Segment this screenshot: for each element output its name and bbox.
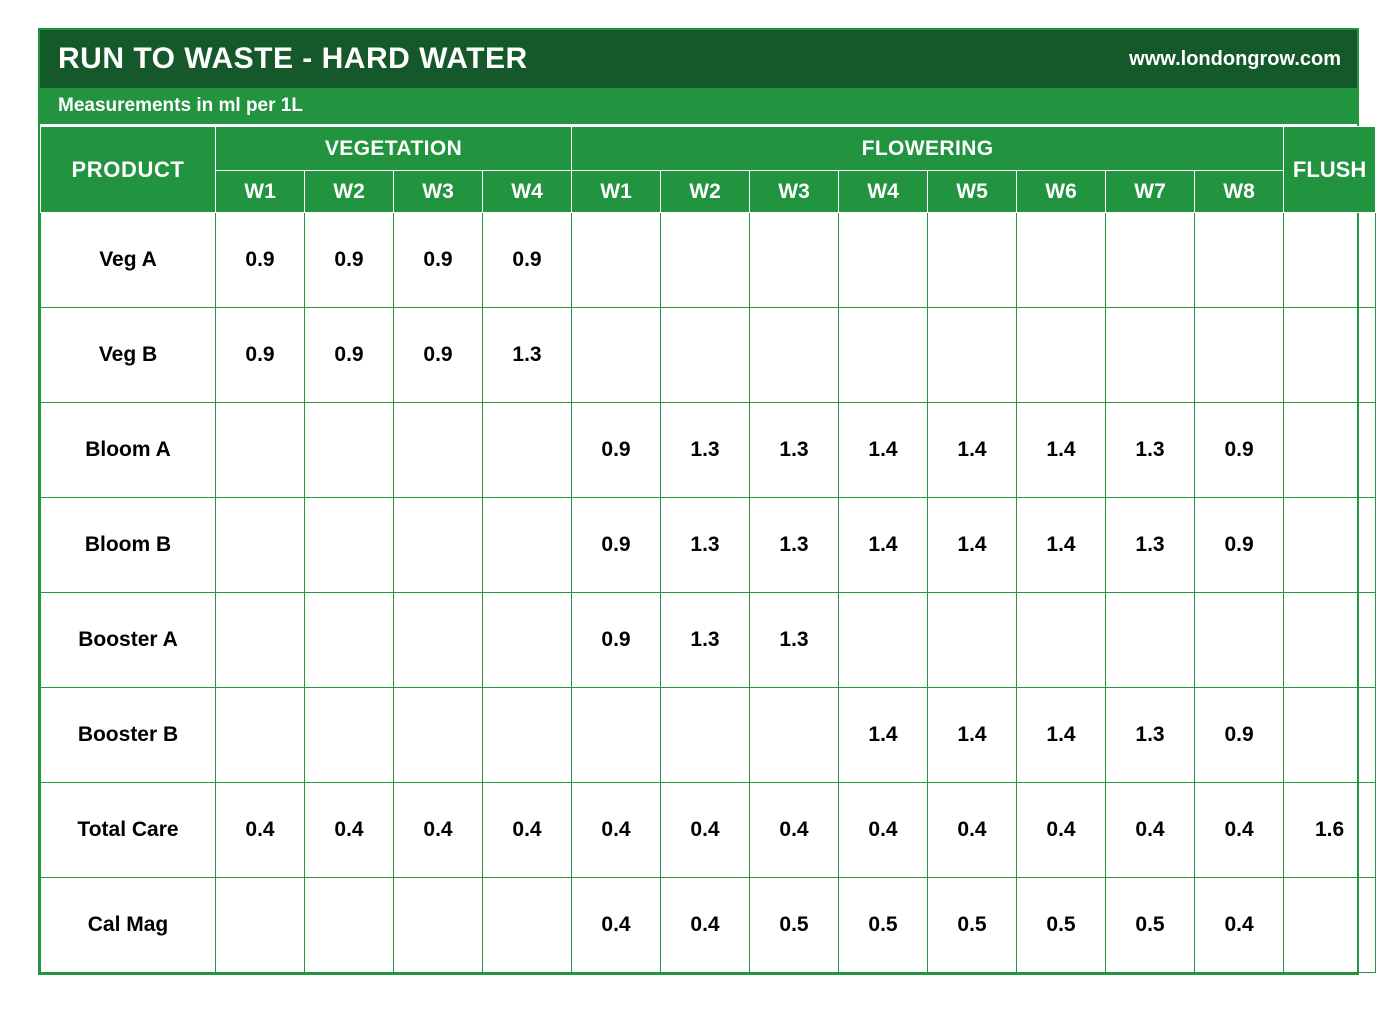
dose-cell [1106,308,1195,403]
dose-cell [1106,593,1195,688]
dose-cell: 1.3 [661,403,750,498]
dose-cell [394,403,483,498]
dose-cell [661,308,750,403]
dose-cell [928,593,1017,688]
dose-cell: 0.4 [1106,783,1195,878]
dose-cell [1017,593,1106,688]
dose-cell: 0.4 [661,783,750,878]
product-name: Veg A [41,213,216,308]
dose-cell [216,688,305,783]
dose-cell [216,403,305,498]
dose-cell: 0.4 [216,783,305,878]
week-header-veg-w2: W2 [305,171,394,213]
week-header-veg-w3: W3 [394,171,483,213]
dose-cell-flush [1284,403,1376,498]
dose-cell: 0.4 [839,783,928,878]
group-header-row [41,127,1376,171]
product-name: Bloom B [41,498,216,593]
dose-cell: 1.3 [661,498,750,593]
dose-cell-flush [1284,498,1376,593]
dose-cell: 0.4 [572,878,661,973]
dose-cell: 0.5 [839,878,928,973]
dose-cell [1195,308,1284,403]
dose-cell: 0.5 [750,878,839,973]
feed-chart-card [38,28,1367,975]
dose-cell: 0.9 [216,308,305,403]
product-name: Booster A [41,593,216,688]
dose-cell [394,688,483,783]
dose-cell: 0.4 [483,783,572,878]
feed-schedule-table [40,126,1376,973]
dose-cell: 1.4 [839,688,928,783]
dose-cell: 0.9 [572,593,661,688]
dose-cell: 1.4 [839,498,928,593]
website-url: www.londongrow.com [1129,47,1341,70]
dose-cell: 0.4 [1017,783,1106,878]
week-header-row [41,171,1376,213]
subtitle-bar [40,88,1357,126]
dose-cell: 1.3 [1106,403,1195,498]
dose-cell [750,688,839,783]
dose-cell [305,593,394,688]
table-row [41,878,1376,973]
dose-cell [483,878,572,973]
table-row [41,498,1376,593]
product-name: Veg B [41,308,216,403]
dose-cell [839,593,928,688]
dose-cell-flush [1284,688,1376,783]
dose-cell: 0.4 [750,783,839,878]
dose-cell [572,308,661,403]
table-row [41,213,1376,308]
dose-cell: 0.9 [1195,688,1284,783]
group-header-flowering: FLOWERING [572,127,1284,171]
dose-cell: 0.5 [928,878,1017,973]
week-header-flower-w3: W3 [750,171,839,213]
dose-cell: 0.9 [305,308,394,403]
dose-cell-flush: 1.6 [1284,783,1376,878]
dose-cell [572,688,661,783]
dose-cell: 1.3 [661,593,750,688]
dose-cell [216,498,305,593]
dose-cell: 0.5 [1106,878,1195,973]
dose-cell: 1.4 [928,403,1017,498]
product-name: Cal Mag [41,878,216,973]
dose-cell [839,308,928,403]
dose-cell: 0.4 [661,878,750,973]
dose-cell: 0.4 [305,783,394,878]
dose-cell-flush [1284,878,1376,973]
dose-cell [572,213,661,308]
dose-cell: 0.4 [1195,783,1284,878]
dose-cell [394,498,483,593]
dose-cell: 1.4 [839,403,928,498]
week-header-flower-w8: W8 [1195,171,1284,213]
dose-cell [661,213,750,308]
dose-cell: 0.4 [572,783,661,878]
table-row [41,593,1376,688]
measurement-note: Measurements in ml per 1L [58,95,303,116]
dose-cell [750,308,839,403]
dose-cell: 1.4 [928,498,1017,593]
dose-cell [216,878,305,973]
week-header-flower-w5: W5 [928,171,1017,213]
week-header-flower-w6: W6 [1017,171,1106,213]
dose-cell: 0.5 [1017,878,1106,973]
dose-cell [483,403,572,498]
dose-cell [1106,213,1195,308]
dose-cell: 0.4 [928,783,1017,878]
dose-cell: 0.4 [394,783,483,878]
column-header-product: PRODUCT [41,127,216,213]
dose-cell [1195,593,1284,688]
dose-cell [839,213,928,308]
dose-cell: 1.4 [1017,403,1106,498]
dose-cell: 0.9 [1195,498,1284,593]
dose-cell [750,213,839,308]
dose-cell [305,688,394,783]
dose-cell: 0.9 [305,213,394,308]
week-header-flower-w7: W7 [1106,171,1195,213]
dose-cell: 1.4 [928,688,1017,783]
dose-cell [394,878,483,973]
table-row [41,403,1376,498]
dose-cell [928,213,1017,308]
dose-cell [928,308,1017,403]
dose-cell [394,593,483,688]
dose-cell [305,403,394,498]
dose-cell: 0.9 [483,213,572,308]
dose-cell [1195,213,1284,308]
dose-cell: 0.4 [1195,878,1284,973]
table-row [41,308,1376,403]
dose-cell [661,688,750,783]
product-name: Bloom A [41,403,216,498]
dose-cell: 1.3 [750,403,839,498]
table-row [41,783,1376,878]
dose-cell: 0.9 [394,213,483,308]
dose-cell [483,593,572,688]
week-header-flower-w4: W4 [839,171,928,213]
table-header [41,127,1376,213]
dose-cell: 1.4 [1017,688,1106,783]
table-row [41,688,1376,783]
dose-cell: 1.3 [483,308,572,403]
product-name: Total Care [41,783,216,878]
dose-cell: 1.3 [750,498,839,593]
week-header-flower-w2: W2 [661,171,750,213]
dose-cell [216,593,305,688]
title-bar [40,30,1357,88]
dose-cell: 0.9 [572,498,661,593]
dose-cell: 0.9 [394,308,483,403]
dose-cell [1017,213,1106,308]
dose-cell-flush [1284,593,1376,688]
dose-cell: 0.9 [216,213,305,308]
dose-cell [305,498,394,593]
product-name: Booster B [41,688,216,783]
dose-cell: 0.9 [572,403,661,498]
dose-cell: 1.3 [1106,498,1195,593]
dose-cell-flush [1284,213,1376,308]
dose-cell-flush [1284,308,1376,403]
week-header-veg-w1: W1 [216,171,305,213]
week-header-flower-w1: W1 [572,171,661,213]
dose-cell [305,878,394,973]
dose-cell [1017,308,1106,403]
dose-cell [483,498,572,593]
dose-cell: 1.3 [1106,688,1195,783]
column-header-flush: FLUSH [1284,127,1376,213]
dose-cell: 1.4 [1017,498,1106,593]
group-header-vegetation: VEGETATION [216,127,572,171]
dose-cell: 0.9 [1195,403,1284,498]
dose-cell [483,688,572,783]
week-header-veg-w4: W4 [483,171,572,213]
page-title: RUN TO WASTE - HARD WATER [58,42,528,75]
dose-cell: 1.3 [750,593,839,688]
table-body [41,213,1376,973]
